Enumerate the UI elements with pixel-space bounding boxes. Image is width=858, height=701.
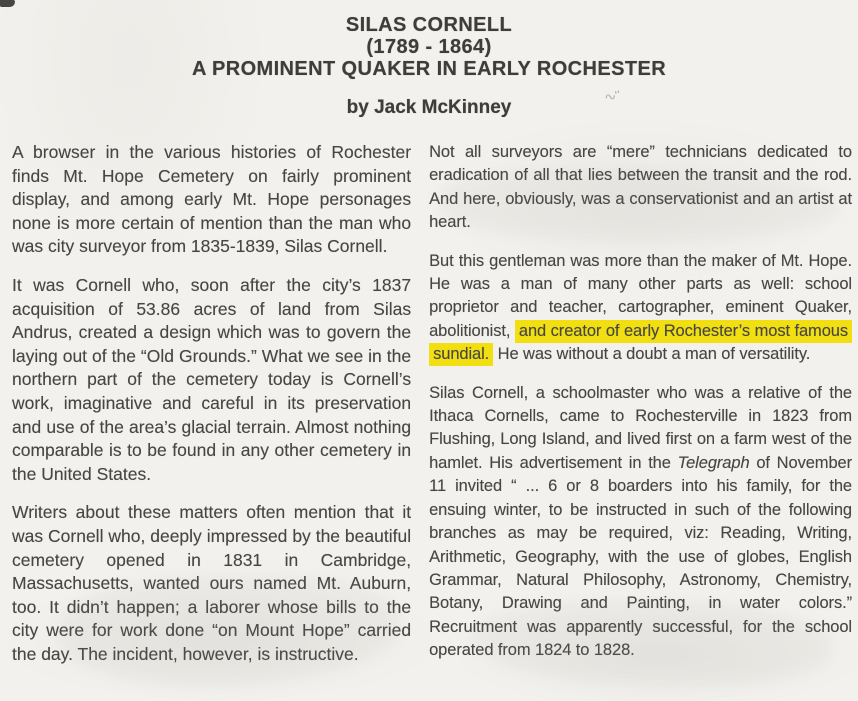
paragraph xyxy=(12,274,411,486)
article-header xyxy=(0,0,858,119)
article-title-name: SILAS CORNELL xyxy=(345,14,513,36)
paragraph xyxy=(429,382,852,663)
text-segment: A browser in the various histories of Rochester finds Mt. Hope Cemetery on fairly prominent display, and among early Mt. Hope personages none is more certain of mention than the man who was city surveyor from 1835-1839, Silas Cornell. xyxy=(12,142,412,257)
pencil-squiggle-artifact: ∿ʺ xyxy=(602,89,621,105)
text-segment: Silas Cornell, a schoolmaster who was a relative of the Ithaca Cornells, came to Rochesterville in 1823 from Flushing, Long Island, and lived first on a farm west of the hamlet. His advertisement in the xyxy=(429,383,852,472)
text-segment: But this gentleman was more than the maker of Mt. Hope. He was a man of many other parts as well: school proprietor and teacher, cartographer, eminent Quaker, abolitionist, xyxy=(429,251,852,340)
text-segment: He was without a doubt a man of versatility. xyxy=(493,345,811,364)
paragraph xyxy=(429,141,852,235)
article-title-dates: (1789 - 1864) xyxy=(366,36,492,58)
scan-corner-artifact xyxy=(0,0,15,7)
paragraph xyxy=(12,501,411,666)
left-column xyxy=(12,141,411,681)
text-segment: of November 11 invited “ ... 6 or 8 boarders into his family, for the ensuing winter, to be instructed in such of the following branches as may be required, viz: Reading, Writing, Arithmetic, Geography, with the use of globes, English Grammar, Natural Philosophy, Astronomy, Chemistry, Botany, Drawing and Painting, in water colors.” Recruitment was apparently successful, for the school operated from 1824 to 1828. xyxy=(429,453,852,660)
article-byline: by Jack McKinney xyxy=(346,97,512,118)
text-segment: It was Cornell who, soon after the city’s 1837 acquisition of 53.86 acres of land from Silas Andrus, created a design which was to govern the laying out of the “Old Grounds.” What we see in the northern part of the cemetery today is Cornell’s work, imaginative and careful in its preservation and use of the area’s glacial terrain. Almost nothing comparable is to be found in any other cemetery in the United States. xyxy=(12,274,412,484)
paragraph xyxy=(12,141,411,259)
italic-text: Telegraph xyxy=(677,453,750,472)
text-segment: Not all surveyors are “mere” technicians dedicated to eradication of all that lies between the transit and the rod. And here, obviously, was a conservationist and an artist at heart. xyxy=(429,143,852,232)
paragraph xyxy=(429,250,852,367)
article-columns xyxy=(12,141,852,681)
highlighted-text: and creator of early Rochester’s most famous sundial. xyxy=(429,320,852,366)
text-segment: Writers about these matters often mention that it was Cornell who, deeply impressed by the beautiful cemetery opened in 1831 in Cambridge, Massachusetts, wanted ours named Mt. Auburn, too. It didn’t happen; a laborer whose bills to the city were for work done “on Mount Hope” carried the day. The incident, however, is instructive. xyxy=(12,502,412,664)
article-title-subtitle: A PROMINENT QUAKER IN EARLY ROCHESTER xyxy=(191,58,667,80)
right-column xyxy=(429,141,852,681)
